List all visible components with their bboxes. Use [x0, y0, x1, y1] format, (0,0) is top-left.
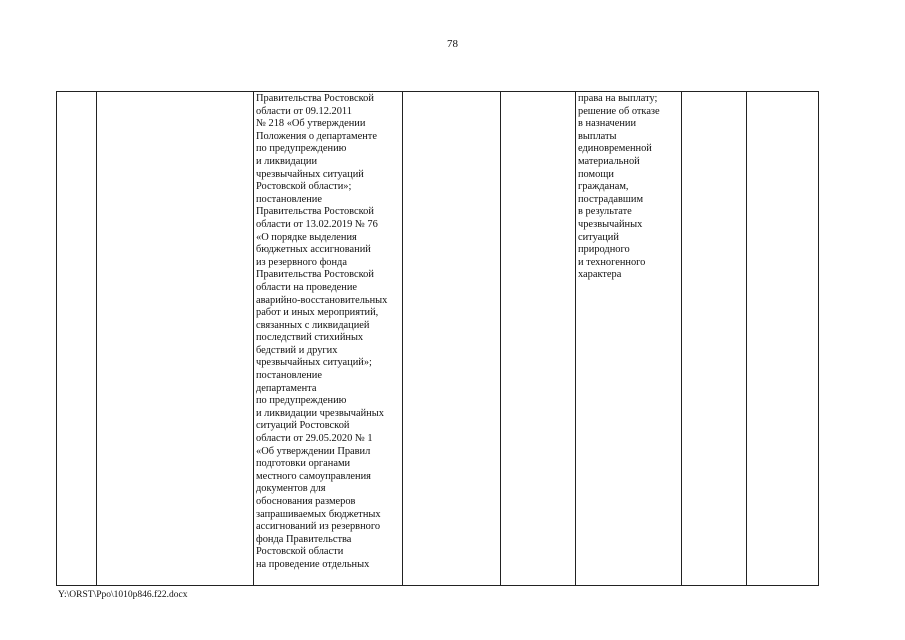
document-table	[56, 91, 819, 586]
column-divider	[96, 92, 97, 585]
column-divider	[500, 92, 501, 585]
legal-basis-cell	[256, 93, 387, 572]
page-number: 78	[447, 38, 458, 50]
cell-line: выплаты	[578, 130, 617, 142]
cell-line: права на выплату;	[578, 93, 658, 104]
cell-line: пострадавшим	[578, 193, 644, 205]
cell-line: области от 13.02.2019 № 76	[256, 218, 378, 230]
file-path-footer: Y:\ORST\Ppo\1010p846.f22.docx	[58, 590, 188, 600]
cell-line: фонда Правительства	[256, 533, 352, 545]
cell-line: Положения о департаменте	[256, 130, 377, 142]
cell-line: местного самоуправления	[256, 470, 371, 482]
cell-line: ситуаций	[578, 231, 619, 243]
cell-line: запрашиваемых бюджетных	[256, 508, 381, 520]
cell-line: Ростовской области	[256, 546, 344, 558]
column-divider	[575, 92, 576, 585]
cell-line: постановление	[256, 193, 322, 205]
cell-line: «Об утверждении Правил	[256, 445, 371, 457]
cell-line: аварийно-восстановительных	[256, 294, 388, 306]
cell-line: № 218 «Об утверждении	[256, 118, 366, 130]
cell-line: по предупреждению	[256, 395, 347, 407]
cell-line: и ликвидации чрезвычайных	[256, 407, 384, 419]
cell-line: материальной	[578, 155, 640, 167]
cell-line: Ростовской области»;	[256, 181, 352, 193]
cell-line: ассигнований из резервного	[256, 521, 381, 533]
cell-line: документов для	[256, 483, 326, 495]
cell-line: в назначении	[578, 118, 637, 130]
cell-line: бюджетных ассигнований	[256, 244, 371, 256]
cell-line: и ликвидации	[256, 155, 317, 167]
cell-line: единовременной	[578, 143, 652, 155]
cell-line: бедствий и других	[256, 344, 338, 356]
cell-line: области от 29.05.2020 № 1	[256, 433, 373, 445]
cell-line: по предупреждению	[256, 143, 347, 155]
cell-line: ситуаций Ростовской	[256, 420, 350, 432]
cell-line: обоснования размеров	[256, 496, 356, 507]
cell-line: последствий стихийных	[256, 332, 364, 344]
cell-line: и техногенного	[578, 256, 646, 268]
cell-line: в результате	[578, 206, 632, 218]
cell-line: области от 09.12.2011	[256, 105, 352, 117]
cell-line: помощи	[578, 168, 614, 180]
column-divider	[681, 92, 682, 585]
cell-line: связанных с ликвидацией	[256, 319, 370, 331]
cell-line: области на проведение	[256, 281, 358, 293]
cell-line: подготовки органами	[256, 458, 351, 470]
cell-line: решение об отказе	[578, 105, 660, 117]
cell-line: Правительства Ростовской	[256, 206, 374, 218]
cell-line: чрезвычайных	[578, 218, 643, 230]
cell-line: Правительства Ростовской	[256, 269, 374, 281]
cell-line: из резервного фонда	[256, 256, 347, 268]
cell-line: характера	[578, 269, 622, 281]
column-divider	[253, 92, 254, 585]
cell-line: природного	[578, 244, 630, 256]
cell-line: гражданам,	[578, 181, 629, 193]
cell-line: чрезвычайных ситуаций	[256, 168, 364, 180]
result-cell	[578, 93, 660, 282]
cell-line: работ и иных мероприятий,	[256, 307, 379, 319]
cell-line: постановление	[256, 370, 322, 382]
cell-line: «О порядке выделения	[256, 231, 357, 243]
cell-line: на проведение отдельных	[256, 558, 370, 570]
cell-line: чрезвычайных ситуаций»;	[256, 357, 372, 369]
column-divider	[746, 92, 747, 585]
column-divider	[402, 92, 403, 585]
cell-line: департамента	[256, 382, 317, 394]
cell-line: Правительства Ростовской	[256, 93, 374, 104]
